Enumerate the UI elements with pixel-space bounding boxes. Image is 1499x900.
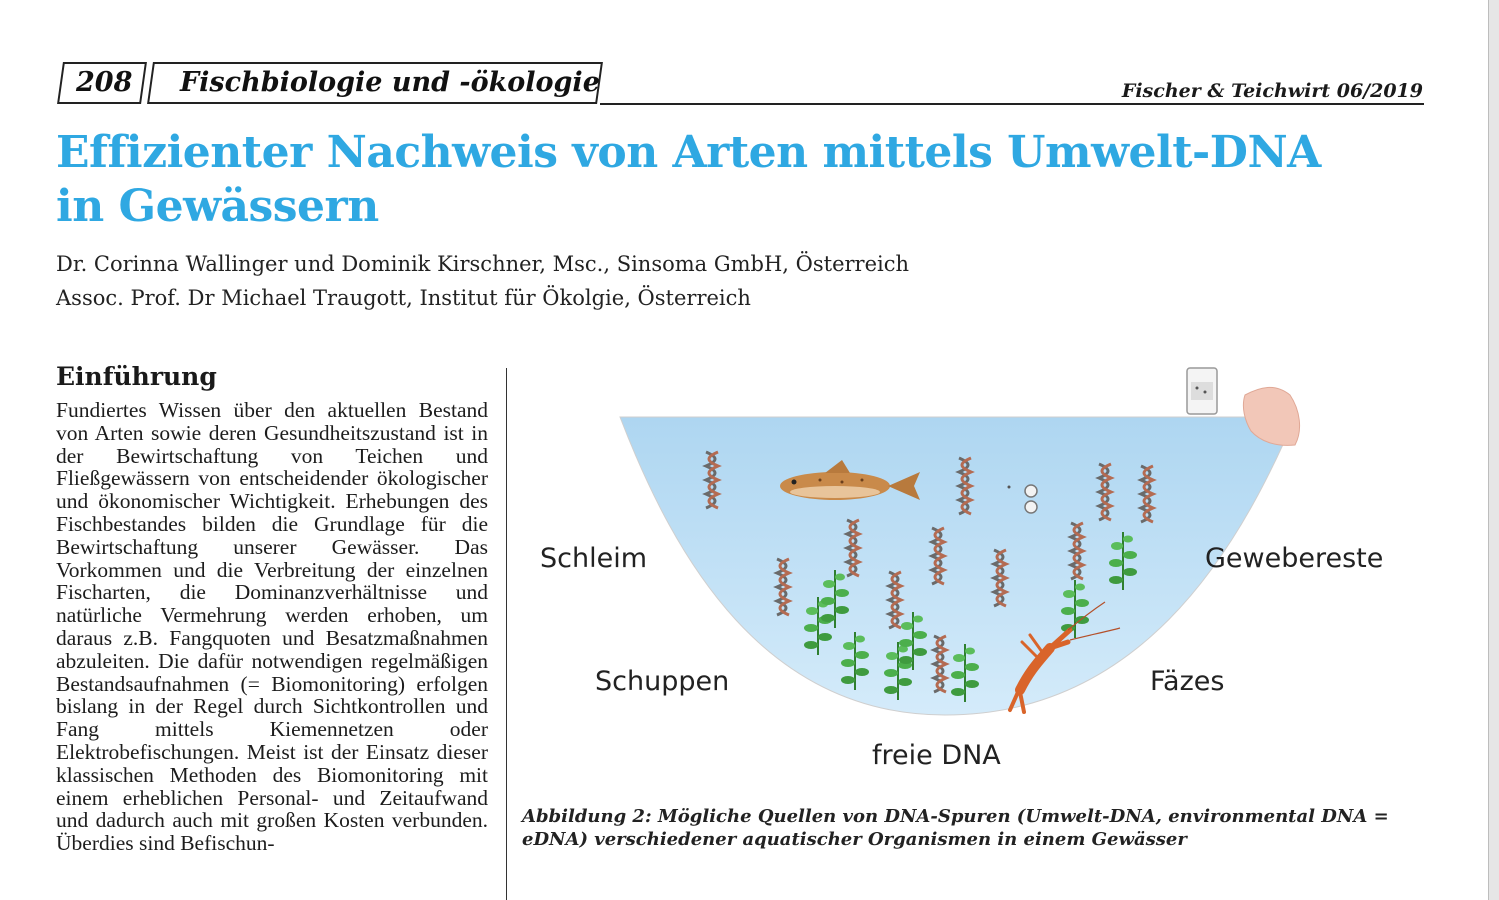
article-title-line-2: in Gewässern <box>56 181 379 232</box>
page-number: 208 <box>76 67 133 98</box>
page-edge <box>1488 0 1499 900</box>
label-faezes: Fäzes <box>1150 666 1225 697</box>
label-freie-dna: freie DNA <box>872 740 1001 771</box>
header-rule <box>600 103 1424 105</box>
section-title: Fischbiologie und -ökologie <box>180 67 600 98</box>
label-gewebereste: Gewebereste <box>1205 543 1384 574</box>
journal-issue: Fischer & Teichwirt 06/2019 <box>1121 80 1423 102</box>
label-schuppen: Schuppen <box>595 666 730 697</box>
edna-figure <box>515 360 1445 790</box>
authors-line-2: Assoc. Prof. Dr Michael Traugott, Institut für Ökolgie, Österreich <box>56 286 751 310</box>
article-title-line-1: Effizienter Nachweis von Arten mittels Umwelt-DNA <box>56 127 1321 178</box>
column-divider <box>506 368 507 900</box>
intro-body-text: Fundiertes Wissen über den aktuellen Bestand von Arten sowie deren Gesundheitszustand ist in der Bewirtschaftung von Teichen und Fließgewässern von entscheidender ökologischer und ökonomischer Wichtigkeit. Erhebungen des Fischbestandes bilden die Grundlage für die Bewirtschaftung unserer Gewässer. Das Vorkommen und die Verbreitung der einzelnen Fischarten, die Dominanzverhältnisse und natürliche Vermehrung werden erhoben, um daraus z.B. Fangquoten und Besatzmaßnahmen abzuleiten. Die dafür notwendigen regelmäßigen Bestandsaufnahmen (= Biomonitoring) erfolgen bislang in der Regel durch Sichtkontrollen und Fang mittels Kiemennetzen oder Elektrobefischungen. Meist ist der Einsatz dieser klassischen Methoden des Biomonitoring mit einem erheblichen Personal- und Zeitaufwand und dadurch auch mit großen Kosten verbunden. Überdies sind Befischun- <box>56 398 488 856</box>
label-schleim: Schleim <box>540 543 648 574</box>
edna-illustration <box>515 360 1445 790</box>
article-title <box>56 126 1356 234</box>
sample-vial-icon <box>1187 368 1217 414</box>
section-heading: Einführung <box>56 362 217 391</box>
authors-line-1: Dr. Corinna Wallinger und Dominik Kirschner, Msc., Sinsoma GmbH, Österreich <box>56 252 910 276</box>
figure-caption: Abbildung 2: Mögliche Quellen von DNA-Spuren (Umwelt-DNA, environmental DNA = eDNA) verschiedener aquatischer Organismen in einem Gewässer <box>522 806 1389 850</box>
